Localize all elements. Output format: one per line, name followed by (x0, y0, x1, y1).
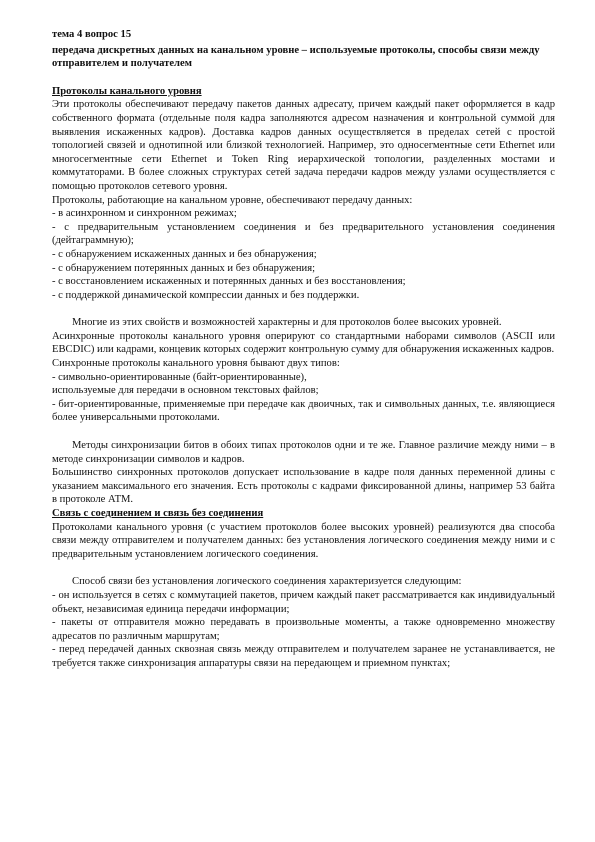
paragraph: Эти протоколы обеспечивают передачу пакетов данных адресату, причем каждый пакет оформляется в кадр собственного формата (отдельные поля кадра заполняются адресом назначения и контрольной суммой для выявления искаженных кадров). Доставка кадров данных осуществляется в пределах сетей с простой топологией связей и однотипной или близкой технологией. Например, это односегментные сети Ethernet или многосегментные сети Ethernet и Token Ring иерархической топологии, разделенных мостами и коммутаторами. В более сложных структурах сетей задача передачи кадров между узлами осуществляется с помощью протоколов сетевого уровня. (52, 99, 555, 192)
list-item: - перед передачей данных сквозная связь между отправителем и получателем заранее не устанавливается, не требуется также синхронизация аппаратуры связи на передающем и приемном пунктах; (52, 644, 555, 669)
spacer (52, 71, 555, 85)
paragraph: Протоколами канального уровня (с участием протоколов более высоких уровней) реализуются два способа связи между отправителем и получателем данных: без установления логического соединения между ними и с предварительным установлением логического соединения. (52, 521, 555, 560)
paragraph: Большинство синхронных протоколов допускает использование в кадре поля данных переменной длины с указанием максимального его значения. Есть протоколы с кадрами фиксированной длины, например 53 байта в протоколе АТМ. (52, 467, 555, 506)
list-item: - с обнаружением искаженных данных и без обнаружения; (52, 248, 317, 260)
list-item: - пакеты от отправителя можно передавать в произвольные моменты, а также одновременно множеству адресатов по различным маршрутам; (52, 617, 555, 642)
section-heading-link-protocols: Протоколы канального уровня (52, 85, 202, 97)
paragraph: Методы синхронизации битов в обоих типах протоколов одни и те же. Главное различие между ними – в методе синхронизации символов и кадров. (52, 440, 555, 465)
sync-types-list (52, 371, 555, 425)
spacer (52, 425, 555, 439)
list-item: - с обнаружением потерянных данных и без обнаружения; (52, 262, 316, 274)
connectionless-list (52, 589, 555, 671)
list-item: - бит-ориентированные, применяемые при передаче как двоичных, так и символьных данных, т.е. являющиеся более универсальными протоколами. (52, 398, 555, 424)
list-item: - он используется в сетях с коммутацией пакетов, причем каждый пакет рассматривается как индивидуальный объект, независимая единица передачи информации; (52, 589, 555, 615)
topic-heading: тема 4 вопрос 15 (52, 29, 132, 40)
list-item: - символьно-ориентированные (байт-ориентированные), (52, 371, 307, 383)
paragraph: Многие из этих свойств и возможностей характерны и для протоколов более высоких уровней. (72, 317, 502, 329)
list-item: - с предварительным установлением соединения и без предварительного установления соединения (дейтаграммную); (52, 221, 555, 247)
list-item: - в асинхронном и синхронном режимах; (52, 208, 237, 220)
paragraph: Протоколы, работающие на канальном уровне, обеспечивают передачу данных: (52, 194, 413, 206)
list-item: используемые для передачи в основном текстовых файлов; (52, 385, 319, 397)
question-title: передача дискретных данных на канальном уровне – используемые протоколы, способы связи между отправителем и получателем (52, 44, 540, 70)
section-heading-connection: Связь с соединением и связь без соединения (52, 508, 264, 519)
spacer (52, 561, 555, 575)
paragraph: Способ связи без установления логического соединения характеризуется следующим: (72, 576, 462, 588)
paragraph: Асинхронные протоколы канального уровня оперируют со стандартными наборами символов (ASCII или EBCDIC) или кадрами, концевик которых содержит контрольную сумму для обнаружения искаженных кадров. (52, 330, 555, 356)
spacer (52, 302, 555, 316)
features-list (52, 207, 555, 302)
list-item: - с поддержкой динамической компрессии данных и без поддержки. (52, 289, 360, 301)
list-item: - с восстановлением искаженных и потерянных данных и без восстановления; (52, 276, 406, 288)
paragraph: Синхронные протоколы канального уровня бывают двух типов: (52, 358, 340, 370)
